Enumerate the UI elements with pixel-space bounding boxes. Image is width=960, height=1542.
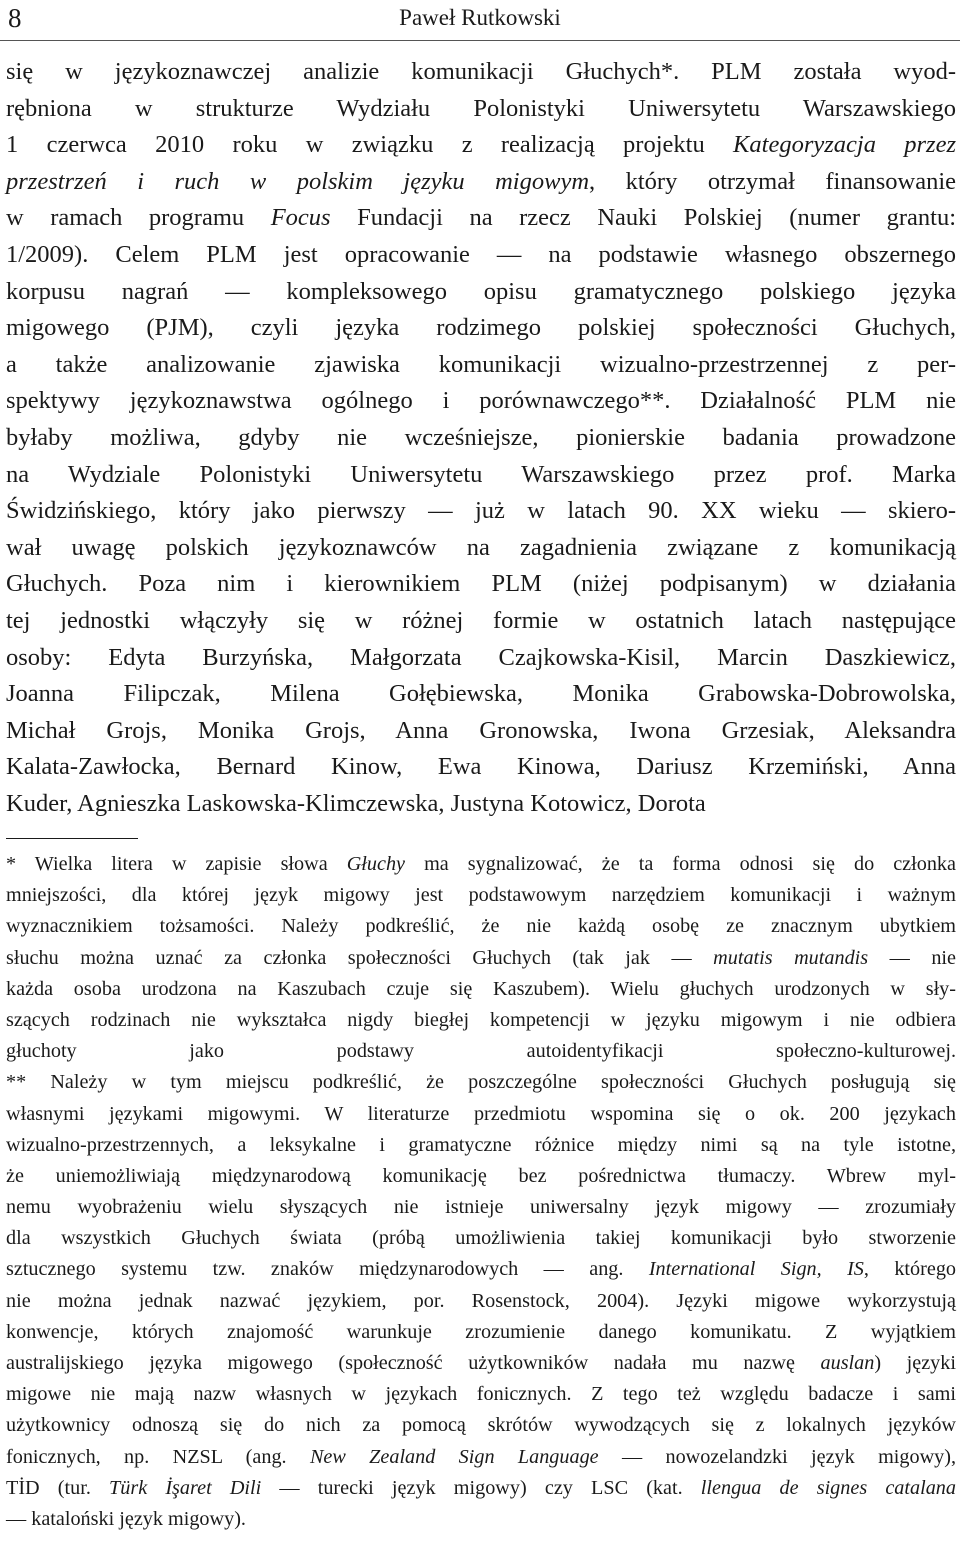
text-run: spektywy językoznawstwa ogólnego i porównawczego**. Działalność PLM nie xyxy=(6,387,956,415)
text-run: własnymi językami migowymi. W literaturze przedmiotu wspomina się o ok. 200 językach xyxy=(6,1102,956,1125)
body-line xyxy=(6,566,956,603)
footnote-separator xyxy=(6,838,138,839)
italic-text: Focus xyxy=(270,204,331,232)
text-run: wizualno-przestrzennych, a leksykalne i gramatyczne różnice między nimi są na tyle istotne, xyxy=(6,1133,956,1156)
text-run: słuchu można uznać za członka społeczności Głuchych (tak jak — xyxy=(6,946,714,969)
italic-text: New Zealand Sign Language xyxy=(309,1445,599,1468)
text-run: wał uwagę polskich językoznawców na zagadnienia związane z komunikacją xyxy=(6,533,956,561)
text-run: 1 czerwca 2010 roku w związku z realizacją projektu xyxy=(6,131,734,159)
text-run: Kalata-Zawłocka, Bernard Kinow, Ewa Kinowa, Dariusz Krzemiński, Anna xyxy=(6,753,956,781)
text-run: Głuchych. Poza nim i kierownikiem PLM (niżej podpisanym) w działania xyxy=(6,570,956,598)
text-run: nie można jednak nazwać językiem, por. Rosenstock, 2004). Języki migowe wykorzystują xyxy=(6,1289,956,1312)
footnote-line xyxy=(6,974,956,1005)
text-run: a także analizowanie zjawiska komunikacji wizualno-przestrzennej z per- xyxy=(6,350,956,378)
text-run: nemu wyobrażeniu wielu słyszących nie istnieje uniwersalny język migowy — zrozumiały xyxy=(6,1196,956,1219)
footnote-line xyxy=(6,943,956,974)
text-run: Świdzińskiego, który jako pierwszy — już w latach 90. XX wieku — skiero- xyxy=(6,497,956,525)
footnote-line xyxy=(6,1379,956,1410)
text-run: australijskiego języka migowego (społeczność użytkowników nadała mu nazwę xyxy=(6,1352,821,1374)
body-line xyxy=(6,91,956,128)
footnote-line xyxy=(6,849,956,880)
text-run: szących rodzinach nie wykształca nigdy biegłej kompetencji w języku migowym i nie odbiera xyxy=(6,1008,956,1031)
header-rule xyxy=(0,40,960,41)
body-line xyxy=(6,640,956,677)
footnote-line xyxy=(6,880,956,911)
text-run: Joanna Filipczak, Milena Gołębiewska, Monika Grabowska-Dobrowolska, xyxy=(6,680,956,708)
text-run: użytkownicy odnoszą się do nich za pomocą skrótów wywodzących się z lokalnych języków xyxy=(6,1414,956,1437)
italic-text: Głuchy xyxy=(346,853,406,875)
footnote-line xyxy=(6,1036,956,1067)
text-run: — nie xyxy=(868,946,956,969)
body-line xyxy=(6,347,956,384)
body-line xyxy=(6,200,956,237)
footnote-line xyxy=(6,1504,956,1535)
text-run: fonicznych, np. NZSL (ang. xyxy=(6,1445,310,1468)
body-line xyxy=(6,237,956,274)
footnote-line xyxy=(6,1223,956,1254)
footnote-line xyxy=(6,1348,956,1379)
text-run: dla wszystkich Głuchych świata (próbą umożliwienia takiej komunikacji było stworzenie xyxy=(6,1227,956,1250)
text-run: migowe nie mają nazw własnych w językach fonicznych. Z tego też względu badacze i sami xyxy=(6,1383,956,1406)
text-run: — kataloński język migowy). xyxy=(6,1507,246,1530)
running-head: Paweł Rutkowski xyxy=(399,5,561,30)
body-line xyxy=(6,310,956,347)
text-run: głuchoty jako podstawy autoidentyfikacji społeczno-kulturowej. xyxy=(6,1040,956,1063)
body-line xyxy=(6,713,956,750)
text-run: na Wydziale Polonistyki Uniwersytetu Warszawskiego przez prof. Marka xyxy=(6,460,956,488)
text-run: konwencje, których znajomość warunkuje zrozumienie danego komunikatu. Z wyjątkiem xyxy=(6,1320,956,1343)
text-run: Michał Grojs, Monika Grojs, Anna Gronowska, Iwona Grzesiak, Aleksandra xyxy=(6,716,956,744)
footnote-line xyxy=(6,911,956,942)
footnote-line xyxy=(6,1286,956,1317)
text-run: tej jednostki włączyły się w różnej formie w ostatnich latach następujące xyxy=(6,606,956,634)
body-line xyxy=(6,457,956,494)
text-run: korpusu nagrań — kompleksowego opisu gramatycznego polskiego języka xyxy=(6,277,956,305)
body-line xyxy=(6,676,956,713)
main-text xyxy=(6,54,956,822)
body-line xyxy=(6,530,956,567)
text-run: byłaby możliwa, gdyby nie wcześniejsze, pionierskie badania prowadzone xyxy=(6,423,956,451)
text-run: , który otrzymał finansowanie xyxy=(589,167,956,195)
text-run: Fundacji na rzecz Nauki Polskiej (numer grantu: xyxy=(330,204,957,232)
text-run: w ramach programu xyxy=(6,204,271,232)
footnote-line xyxy=(6,1410,956,1441)
text-run: rębniona w strukturze Wydziału Polonistyki Uniwersytetu Warszawskiego xyxy=(6,94,956,122)
text-run: * Wielka litera w zapisie słowa xyxy=(6,853,347,875)
footnote-line xyxy=(6,1099,956,1130)
footnotes xyxy=(6,849,956,1535)
text-run: sztucznego systemu tzw. znaków międzynarodowych — ang. xyxy=(6,1258,649,1281)
page-number: 8 xyxy=(8,3,22,33)
footnote-line xyxy=(6,1067,956,1098)
text-run: ** Należy w tym miejscu podkreślić, że poszczególne społeczności Głuchych posługują się xyxy=(6,1071,956,1094)
body-line xyxy=(6,493,956,530)
footnote-line xyxy=(6,1192,956,1223)
body-line xyxy=(6,420,956,457)
text-run: — nowozelandzki język migowy), xyxy=(598,1445,957,1468)
text-run: 1/2009). Celem PLM jest opracowanie — na podstawie własnego obszernego xyxy=(6,240,956,268)
footnote-line xyxy=(6,1317,956,1348)
body-line xyxy=(6,786,956,823)
footnote-line xyxy=(6,1254,956,1285)
body-line xyxy=(6,274,956,311)
text-run: , którego xyxy=(863,1258,957,1281)
italic-text: przestrzeń i ruch w polskim języku migowym xyxy=(6,167,590,195)
italic-text: Kategoryzacja przez xyxy=(733,131,957,159)
text-run: osoby: Edyta Burzyńska, Małgorzata Czajkowska-Kisil, Marcin Daszkiewicz, xyxy=(6,643,956,671)
body-line xyxy=(6,164,956,201)
text-run: — turecki język migowy) czy LSC (kat. xyxy=(261,1476,701,1499)
italic-text: llengua de signes catalana xyxy=(700,1476,956,1499)
footnote-line xyxy=(6,1442,956,1473)
footnote-line xyxy=(6,1005,956,1036)
text-run: TİD (tur. xyxy=(6,1476,110,1499)
page-header xyxy=(0,0,960,44)
text-run: mniejszości, dla której język migowy jest podstawowym narzędziem komunikacji i ważnym xyxy=(6,884,956,907)
text-run: migowego (PJM), czyli języka rodzimego polskiej społeczności Głuchych, xyxy=(6,314,956,342)
body-line xyxy=(6,54,956,91)
text-run: ) języki xyxy=(874,1352,956,1374)
text-run: Kuder, Agnieszka Laskowska-Klimczewska, Justyna Kotowicz, Dorota xyxy=(6,789,706,817)
body-line xyxy=(6,749,956,786)
footnote-line xyxy=(6,1161,956,1192)
italic-text: International Sign, IS xyxy=(648,1258,864,1281)
text-run: się w językoznawczej analizie komunikacji Głuchych*. PLM została wyod- xyxy=(6,58,956,85)
body-line xyxy=(6,383,956,420)
italic-text: auslan xyxy=(820,1352,875,1374)
text-run: wyznacznikiem tożsamości. Należy podkreślić, że nie każdą osobę ze znacznym ubytkiem xyxy=(6,915,956,938)
footnote-line xyxy=(6,1130,956,1161)
body-line xyxy=(6,603,956,640)
italic-text: Türk İşaret Dili xyxy=(109,1476,262,1499)
footnote-line xyxy=(6,1473,956,1504)
text-run: każda osoba urodzona na Kaszubach czuje się Kaszubem). Wielu głuchych urodzonych w sły- xyxy=(6,977,956,1000)
text-run: ma sygnalizować, że ta forma odnosi się do członka xyxy=(405,853,956,875)
italic-text: mutatis mutandis xyxy=(713,946,869,969)
body-line xyxy=(6,127,956,164)
text-run: że uniemożliwiają międzynarodową komunikację bez pośrednictwa tłumaczy. Wbrew myl- xyxy=(6,1164,956,1187)
